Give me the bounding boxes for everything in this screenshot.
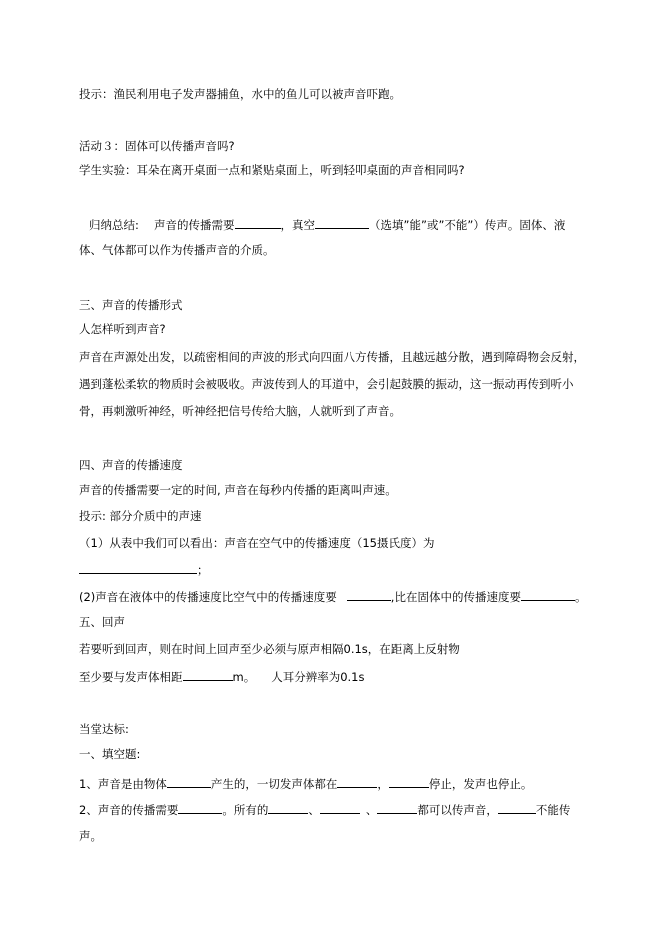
section4-q1-answer-line — [79, 561, 209, 578]
activity3-title: 活动３：固体可以传播声音吗? — [79, 139, 235, 153]
section5-line-1: 若要听到回声，则在时间上回声至少必须与原声相隔0.1s，在距离上反射物 — [79, 642, 460, 656]
practice-heading: 当堂达标: — [79, 722, 129, 736]
blank-needs-medium[interactable] — [178, 801, 222, 814]
section3-para-line-2: 遇到蓬松柔软的物质时会被吸收。声波传到人的耳道中，会引起鼓膜的振动，这一振动再传到听小 — [79, 377, 574, 391]
practice-q2-text-e: 都可以传声音， — [417, 803, 498, 817]
section4-q2-text-a: (2)声音在液体中的传播速度比空气中的传播速度要 — [79, 590, 337, 604]
practice-q1-text-b: 产生的，一切发声体都在 — [210, 777, 338, 791]
blank-vibrating[interactable] — [337, 775, 377, 788]
practice-q2-line-2: 声。 — [79, 829, 102, 843]
activity3-experiment: 学生实验：耳朵在离开桌面一点和紧贴桌面上，听到轻叩桌面的声音相同吗? — [79, 163, 465, 177]
section4-tip: 投示: 部分介质中的声速 — [79, 509, 202, 523]
practice-q1-text-c: ， — [377, 777, 389, 791]
practice-sub-heading: 一、填空题: — [79, 747, 141, 761]
section3-question: 人怎样听到声音? — [79, 322, 166, 336]
summary-line-1 — [89, 216, 565, 233]
practice-q2-text-c: 、 — [308, 803, 320, 817]
section5-text-a: 至少要与发声体相距 — [79, 670, 183, 684]
section4-q2 — [79, 588, 586, 605]
practice-q2-text-d: 、 — [365, 803, 378, 817]
blank-liquid-vs-air[interactable] — [347, 588, 391, 601]
section4-q2-end: 。 — [574, 590, 587, 604]
practice-q2-text-b: 。所有的 — [222, 803, 269, 817]
summary-text-3: （选填”能”或”不能”）传声。固体、液 — [369, 218, 566, 232]
blank-cannot-transmit[interactable] — [498, 801, 536, 814]
practice-q2 — [79, 801, 570, 818]
section5-heading: 五、回声 — [79, 615, 125, 629]
blank-liquid-vs-solid[interactable] — [521, 588, 575, 601]
section4-q2-text-b: ,比在固体中的传播速度要 — [390, 590, 521, 604]
blank-echo-distance[interactable] — [183, 668, 233, 681]
section3-para-line-3: 骨，再刺激听神经，听神经把信号传给大脑，人就听到了声音。 — [79, 404, 401, 418]
section4-q1-end: ； — [197, 563, 209, 577]
blank-vibration-stop[interactable] — [389, 775, 429, 788]
blank-medium-3[interactable] — [377, 801, 417, 814]
section4-q1: （1）从表中我们可以看出：声音在空气中的传播速度（15摄氏度）为 — [79, 536, 435, 550]
practice-q1-text-d: 停止，发声也停止。 — [428, 777, 533, 791]
tip-fishing: 投示：渔民利用电子发声器捕鱼，水中的鱼儿可以被声音吓跑。 — [79, 87, 401, 101]
section5-line-2 — [79, 668, 364, 685]
section5-text-c: 人耳分辨率为0.1s — [271, 670, 365, 684]
section3-para-line-1: 声音在声源处出发，以疏密相间的声波的形式向四面八方传播，且越远越分散，遇到障碍物会反射， — [79, 350, 585, 364]
section3-heading: 三、声音的传播形式 — [79, 298, 183, 312]
blank-vibration[interactable] — [167, 775, 211, 788]
practice-q1 — [79, 775, 532, 792]
practice-q2-text-a: 2、声音的传播需要 — [79, 803, 179, 817]
practice-q1-text-a: 1、声音是由物体 — [79, 777, 167, 791]
section4-definition: 声音的传播需要一定的时间, 声音在每秒内传播的距离叫声速。 — [79, 483, 397, 497]
section4-heading: 四、声音的传播速度 — [79, 458, 183, 472]
summary-text-2: ，真空 — [280, 218, 316, 232]
blank-medium-1[interactable] — [268, 801, 308, 814]
blank-air-speed[interactable] — [79, 561, 197, 574]
blank-medium[interactable] — [235, 216, 281, 229]
summary-text-1: 归纳总结: 声音的传播需要 — [89, 218, 235, 232]
practice-q2-text-f: 不能传 — [535, 803, 571, 817]
summary-line-2: 体、气体都可以作为传播声音的介质。 — [79, 243, 275, 257]
blank-medium-2[interactable] — [320, 801, 360, 814]
blank-vacuum[interactable] — [315, 216, 369, 229]
section5-text-b: m。 — [232, 670, 256, 684]
